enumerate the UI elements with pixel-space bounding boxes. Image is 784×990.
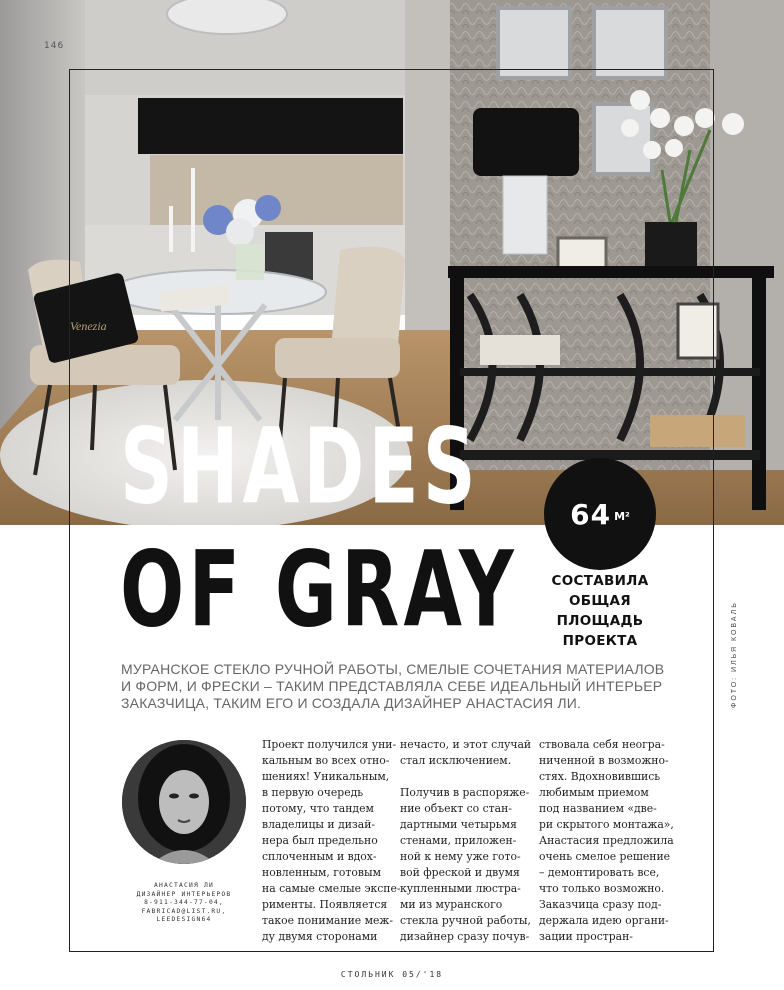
lamp-crystal-base [503,176,547,254]
body-line: зации простран- [539,930,633,943]
designer-site: LEEDESIGN64 [156,916,212,923]
area-badge [544,458,656,570]
black-glass-cabinet [138,98,403,154]
paragraph-gap [400,769,524,785]
body-line: нера был предельно [262,834,378,847]
body-line: под названием «две- [539,802,657,815]
body-line: кальным во всех отно- [262,754,390,767]
chandelier [167,0,287,34]
body-line: дизайнер сразу почув- [400,930,530,943]
lead-line: И ФОРМ, И ФРЕСКИ – ТАКИМ ПРЕДСТАВЛЯЛА СЕБЕ ИДЕАЛЬНЫЙ ИНТЕРЬЕР [121,678,663,694]
mirror-frame [498,8,570,78]
area-caption-line: СОСТАВИЛА [551,573,649,589]
body-line: стях. Вдохновившись [539,770,661,783]
body-column-3 [539,737,674,945]
body-line: стенами, приложен- [400,834,517,847]
area-caption [538,571,662,651]
designer-email: FABRICAD@LIST.RU, [141,907,227,915]
body-line: Анастасия предложила [539,834,674,847]
candle [169,206,173,252]
table-lamp-shade [473,108,579,176]
lead-line: ЗАКАЗЧИЦА, ТАКИМ ЕГО И СОЗДАЛА ДИЗАЙНЕР АНАСТАСИЯ ЛИ. [121,695,582,711]
body-line: Получив в распоряже- [400,786,530,799]
body-line: в первую очередь [262,786,364,799]
headline-line-1: SHADES [120,405,480,528]
lead-paragraph [121,661,665,712]
area-caption-line: ПРОЕКТА [562,633,638,649]
page-number: 146 [44,41,65,51]
designer-info [122,882,246,925]
body-line: стекла ручной работы, [400,914,531,927]
body-column-1 [262,737,401,945]
designer-portrait [122,740,246,864]
body-line: Проект получился уни- [262,738,397,751]
body-line: Заказчица сразу под- [539,898,662,911]
body-line: ствовала себя неогра- [539,738,665,751]
photo-credit-text: ФОТО: ИЛЬЯ КОВАЛЬ [731,601,738,708]
headline-line-2: OF GRAY [120,528,518,651]
body-line: очень смелое решение [539,850,671,863]
magazine-footer: СТОЛЬНИК 05/'18 [340,970,444,979]
body-line: купленными люстра- [400,882,521,895]
body-line: стал исключением. [400,754,512,767]
lead-line: МУРАНСКОЕ СТЕКЛО РУЧНОЙ РАБОТЫ, СМЕЛЫЕ СОЧЕТАНИЯ МАТЕРИАЛОВ [121,661,665,677]
designer-name: АНАСТАСИЯ ЛИ [154,882,214,889]
designer-phone: 8-911-344-77-04, [144,899,224,906]
designer-role: ДИЗАЙНЕР ИНТЕРЬЕРОВ [136,890,232,898]
candle [191,168,195,252]
body-line: новленным, готовым [262,866,381,879]
body-line: ри скрытого монтажа», [539,818,674,831]
body-line: такое понимание меж- [262,914,393,927]
body-line: ние объект со стан- [400,802,512,815]
body-line: нечасто, и этот случай [400,738,532,751]
area-value: 64 [570,497,612,531]
body-line: что только возможно. [539,882,665,895]
pillow-brand-text: Venezia [70,319,107,333]
body-line: рименты. Появляется [262,898,388,911]
books [480,335,560,365]
area-caption-line: ОБЩАЯ ПЛОЩАДЬ [556,593,644,629]
body-line: – демонтировать все, [539,866,660,879]
body-line: ной к нему уже гото- [400,850,521,863]
body-line: ми из муранского [400,898,503,911]
body-line: дартными четырьмя [400,818,517,831]
body-line: шениях! Уникальным, [262,770,390,783]
body-line: ду двумя сторонами [262,930,378,943]
mirror-frame [594,8,666,78]
body-line: на самые смелые экспе- [262,882,401,895]
body-column-2 [400,737,532,945]
photo-frame [678,304,718,358]
body-line: сплоченным и вдох- [262,850,377,863]
mirror-frame [594,104,652,174]
area-unit: М² [614,509,630,523]
body-line: ниченной в возможно- [539,754,669,767]
body-line: потому, что тандем [262,802,374,815]
body-line: вой фреской и двумя [400,866,520,879]
body-line: владелицы и дизай- [262,818,376,831]
body-line: держала идею органи- [539,914,669,927]
body-line: любимым приемом [539,786,649,799]
books [650,415,745,447]
